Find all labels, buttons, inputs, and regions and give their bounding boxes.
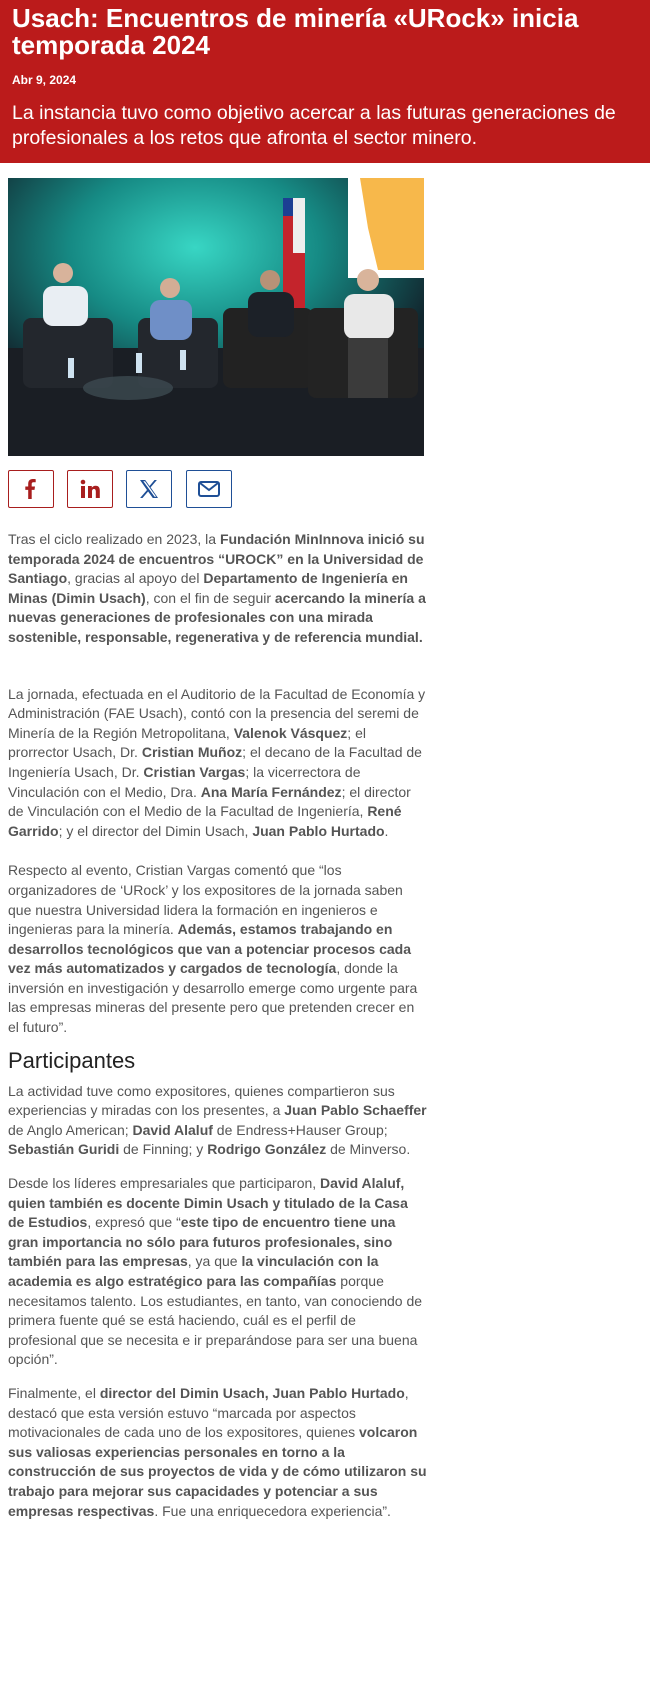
paragraph-quote-vargas: Respecto al evento, Cristian Vargas comentó que “los organizadores de ‘URock’ y los expositores de la jornada saben que nuestra Universidad lidera la formación en ingenieros e ingenieras para la minería. Además, estamos trabajando en desarrollos tecnológicos que van a potenciar procesos cada vez más automatizados y cargados de tecnología, donde la inversión en investigación y desarrollo emerge como urgente para las empresas mineras del presente pero que pretenden crecer en el futuro”. <box>8 862 418 1036</box>
share-email-button[interactable] <box>186 470 232 508</box>
paragraph-quote-alaluf: Desde los líderes empresariales que participaron, David Alaluf, quien también es docente Dimin Usach y titulado de la Casa de Estudios, expresó que “este tipo de encuentro tiene una gran importancia no sólo para futuros profesionales, sino también para las empresas, ya que la vinculación con la academia es algo estratégico para las compañías porque necesitamos talento. Los estudiantes, en tanto, van conociendo de primera fuente qué se está haciendo, cuál es el perfil de profesional que se necesita e ir preparándose para ser una buena opción”. <box>8 1175 423 1368</box>
mail-icon <box>198 481 220 497</box>
event-photo <box>8 178 424 456</box>
share-x-button[interactable] <box>126 470 172 508</box>
paragraph-intro: Tras el ciclo realizado en 2023, la Fundación MinInnova inició su temporada 2024 de encuentros “UROCK” en la Universidad de Santiago, gracias al apoyo del Departamento de Ingeniería en Minas (Dimin Usach), con el fin de seguir acercando la minería a nuevas generaciones de profesionales con una mirada sostenible, responsable, regenerativa y de referencia mundial. <box>8 531 426 645</box>
section-heading-participantes: Participantes <box>8 1047 136 1073</box>
facebook-icon <box>22 479 40 499</box>
x-icon <box>139 479 159 499</box>
paragraph-attendees: La jornada, efectuada en el Auditorio de la Facultad de Economía y Administración (FAE Usach), contó con la presencia del seremi de Minería de la Región Metropolitana, Valenok Vásquez; el prorrector Usach, Dr. Cristian Muñoz; el decano de la Facultad de Ingeniería Usach, Dr. Cristian Vargas; la vicerrectora de Vinculación con el Medio, Dra. Ana María Fernández; el director de Vinculación con el Medio de la Facultad de Ingeniería, René Garrido; y el director del Dimin Usach, Juan Pablo Hurtado. <box>8 685 426 839</box>
page-title: Usach: Encuentros de minería «URock» inicia temporada 2024 <box>12 3 579 60</box>
article-header <box>0 0 650 163</box>
share-linkedin-button[interactable] <box>67 470 113 508</box>
paragraph-participants: La actividad tuve como expositores, quienes compartieron sus experiencias y miradas con los presentes, a Juan Pablo Schaeffer de Anglo American; David Alaluf de Endress+Hauser Group; Sebastián Guridi de Finning; y Rodrigo González de Minverso. <box>8 1082 427 1158</box>
article-body <box>8 530 428 1521</box>
linkedin-icon <box>80 479 100 499</box>
paragraph-quote-hurtado: Finalmente, el director del Dimin Usach, Juan Pablo Hurtado, destacó que esta versión estuvo “marcada por aspectos motivacionales de cada uno de los expositores, quienes volcaron sus valiosas experiencias personales en torno a la construcción de sus proyectos de vida y de cómo utilizaron su trabajo para mejorar sus capacidades y potenciar a sus empresas respectivas. Fue una enriquecedora experiencia”. <box>8 1384 427 1519</box>
share-facebook-button[interactable] <box>8 470 54 508</box>
publish-date: Abr 9, 2024 <box>12 73 77 87</box>
article-subtitle: La instancia tuvo como objetivo acercar a las futuras generaciones de profesionales a los retos que afronta el sector minero. <box>12 102 616 149</box>
